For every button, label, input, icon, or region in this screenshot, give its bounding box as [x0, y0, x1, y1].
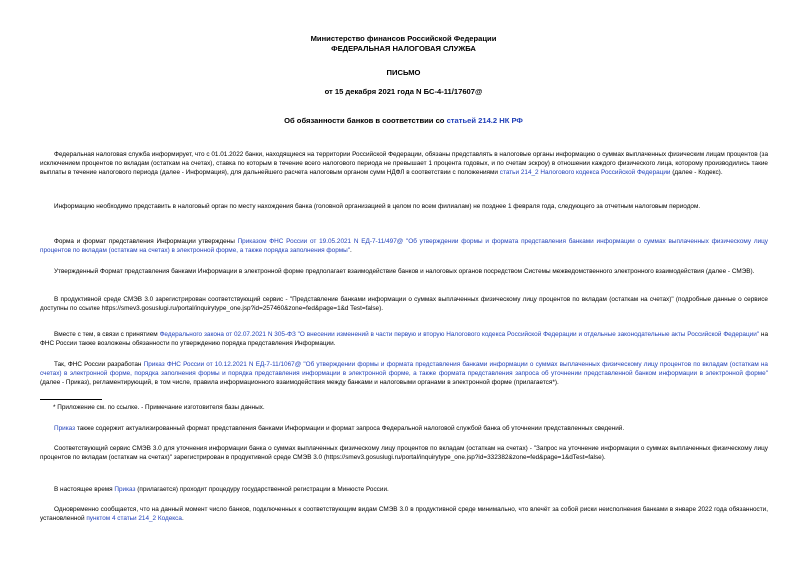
- ministry-name: Министерство финансов Российской Федерации: [310, 34, 497, 43]
- order-link-attached[interactable]: Приказ: [114, 486, 136, 493]
- paragraph-8: Приказ также содержит актуализированный формат представления банками Информации и формат запроса Федеральной налоговой службой банка об уточнении представленных сведений.: [54, 425, 625, 432]
- order-link[interactable]: Приказ: [54, 425, 76, 432]
- paragraph-4: Утвержденный Формат представления банками Информации в электронной форме предполагает взаимодействие банков и налоговых органов посредством Системы межведомственного электронного взаимодействия (далее - СМЭВ).: [54, 268, 755, 275]
- paragraph-9: Соответствующий сервис СМЭВ 3.0 для уточнения информации банка о суммах выплаченных физическому лицу процентов по вкладам (остаткам на счетах) - "Запрос на уточнение информации о суммах выплаченных физическому лицу процентов по вкладам (остаткам на счетах)" зарегистрирован в продуктивной среде СМЭВ 3.0 (https://smev3.gosuslugi.ru/portal/inquirytype_one.jsp?id=332382&zone=fed&page=1&dTest=false).: [40, 445, 768, 462]
- federal-law-305-link[interactable]: Федерального закона от 02.07.2021 N 305-ФЗ "О внесении изменений в части первую и вторую Налогового кодекса Российской Федерации и отдельные законодательные акты Российской Федерации": [159, 331, 760, 338]
- paragraph-5: В продуктивной среде СМЭВ 3.0 зарегистрирован соответствующий сервис - "Представление банками информации о суммах выплаченных физическому лицу процентов по вкладам (остаткам на счетах)" (подробные данные о сервисе доступны по ссылке https://smev3.gosuslugi.ru/portal/inquirytype_one.jsp?id=257460&zone=fed&page=1&d Test=false).: [40, 296, 768, 313]
- order-497-link[interactable]: Приказом ФНС России от 19.05.2021 N ЕД-7-11/497@ "Об утверждении формы и формата представления банками информации о суммах выплаченных физическому лицу процентов по вкладам (остаткам на счетах) в электронной форме, а также порядка заполнения формы": [40, 238, 768, 255]
- paragraph-1: Федеральная налоговая служба информирует, что с 01.01.2022 банки, находящиеся на территории Российской Федерации, обязаны представлять в налоговые органы информацию о суммах выплаченных физическим лицам процентов (за исключением процентов по вкладам (остаткам на счетах), ставка по которым в течение всего налогового периода не превышает 1 процента годовых, и по счетам эскроу) в отношении каждого физического лица, которому производились такие выплаты в течение налогового периода (далее - Информация), для дальнейшего расчета налоговым органом сумм НДФЛ в соответствии с положениями статьи 214_2 Налогового кодекса Российской Федерации (далее - Кодекс).: [40, 151, 769, 177]
- tax-code-article-link[interactable]: статьи 214_2 Налогового кодекса Российской Федерации: [499, 169, 671, 177]
- paragraph-6: Вместе с тем, в связи с принятием Федерального закона от 02.07.2021 N 305-ФЗ "О внесении изменений в части первую и вторую Налогового кодекса Российской Федерации и отдельные законодательные акты Российской Федерации" на ФНС России также возложены обязанности по утверждению порядка представления Информации.: [40, 331, 768, 348]
- order-1067-link[interactable]: Приказ ФНС России от 10.12.2021 N ЕД-7-11/1067@ "Об утверждении формы и формата представления банками информации о суммах выплаченных физическому лицу процентов по вкладам (остаткам на счетах) в электронной форме, порядка заполнения формы и порядка представления информации в электронной форме, а также формата представления запроса об уточнении представленной банком информации в электронной форме": [40, 361, 768, 378]
- footnote-divider: [40, 399, 102, 400]
- tax-code-clause-link[interactable]: пунктом 4 статьи 214_2 Кодекса: [86, 515, 182, 523]
- paragraph-2: Информацию необходимо представить в налоговый орган по месту нахождения банка (головной организацией в целом по всем филиалам) не позднее 1 февраля года, следующего за отчетным налоговым периодом.: [54, 203, 701, 210]
- document-subject: [0, 116, 807, 126]
- paragraph-3: Форма и формат представления Информации утверждены Приказом ФНС России от 19.05.2021 N ЕД-7-11/497@ "Об утверждении формы и формата представления банками информации о суммах выплаченных физическому лицу процентов по вкладам (остаткам на счетах) в электронной форме, а также порядка заполнения формы".: [40, 238, 768, 255]
- paragraph-10: В настоящее время Приказ (прилагается) проходит процедуру государственной регистрации в Минюсте России.: [54, 486, 389, 493]
- document-date-number: от 15 декабря 2021 года N БС-4-11/17607@: [324, 87, 483, 96]
- service-name: ФЕДЕРАЛЬНАЯ НАЛОГОВАЯ СЛУЖБА: [331, 44, 476, 53]
- paragraph-7: Так, ФНС России разработан Приказ ФНС России от 10.12.2021 N ЕД-7-11/1067@ "Об утверждении формы и формата представления банками информации о суммах выплаченных физическому лицу процентов по вкладам (остаткам на счетах) в электронной форме, порядка заполнения формы и порядка представления информации в электронной форме, а также формата представления запроса об уточнении представленной банком информации в электронной форме" (далее - Приказ), регламентирующий, в том числе, правила информационного взаимодействия между банками и налоговыми органами в электронной форме (прилагается*).: [40, 361, 768, 387]
- subject-text: Об обязанности банков в соответствии со: [284, 116, 447, 125]
- document-type: ПИСЬМО: [386, 68, 421, 77]
- footnote: * Приложение см. по ссылке. - Примечание изготовителя базы данных.: [53, 404, 265, 411]
- paragraph-11: Одновременно сообщается, что на данный момент число банков, подключенных к соответствующим видам СМЭВ 3.0 в продуктивной среде минимально, что влечёт за собой риски неисполнения банками в январе 2022 года обязанности, установленной пунктом 4 статьи 214_2 Кодекса.: [40, 506, 768, 523]
- subject-link[interactable]: статьей 214.2 НК РФ: [446, 116, 523, 125]
